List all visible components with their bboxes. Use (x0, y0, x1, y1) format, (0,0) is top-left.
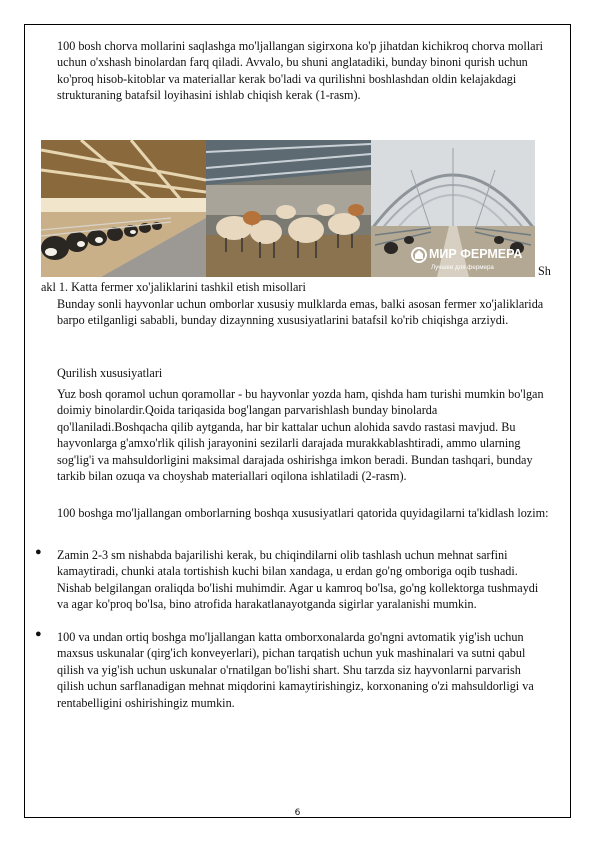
features-paragraph: Yuz bosh qoramol uchun qoramollar - bu hayvonlar yozda ham, qishda ham turishi mumkin bo'lgan doimiy binolardir.Qoida tariqasida bog'langan parvarishlash bunday binolarda qo'llaniladi.Boshqacha qilib aytganda, har bir kattalar uchun alohida savdo rastasi mavjud. Bu hayvonlarga g'amxo'rlik qilish jarayonini sezilarli darajada murakkablashtiradi, ammo ularning sog'lig'i va mahsuldorligini maksimal darajada oshirishga imkon beradi. Bundan tashqari, bunday tarkib bilan ozuqa va choyshab materiallari oqilona ishlatiladi (2-rasm). (57, 387, 544, 484)
bullet-dot: ● (35, 628, 42, 640)
figure-caption: akl 1. Katta fermer xo'jaliklarini tashkil etish misollari (41, 280, 306, 294)
list-item: Zamin 2-3 sm nishabda bajarilishi kerak, bu chiqindilarni olib tashlash uchun mehnat sarfini kamaytiradi, chunki atala tortishish kuchi bilan xandaga, u erdan go'ng omboriga oqib tushadi. Nishab belgilangan oraliqda bo'lishi muhimdir. Agar u kamroq bo'lsa, go'ng kollektorga tushmaydi va agar ko'proq bo'lsa, bino atrofida harakatlanayotganda sigirlar yaralanishi mumkin. (57, 548, 539, 612)
after-figure-paragraph: Bunday sonli hayvonlar uchun omborlar xususiy mulklarda emas, balki asosan fermer xo'jaliklarida barpo etilganligi sababli, bunday dizaynning xususiyatlarini batafsil ko'rib chiqishga arziydi. (57, 297, 544, 328)
barn-photo-tie-stalls (41, 140, 206, 277)
section-heading: Qurilish xususiyatlari (57, 366, 163, 380)
page-number: 6 (294, 808, 301, 818)
bullet-dot: ● (35, 546, 42, 558)
barn-photo-cattle-pen (206, 140, 371, 277)
svg-text:Лучшее для фермера: Лучшее для фермера (431, 264, 494, 271)
list-item: 100 va undan ortiq boshga mo'ljallangan katta omborxonalarda go'ngni avtomatik yig'ish uchun maxsus uskunalar (qirg'ich konveyerlari), pichan tarqatish uchun yuk mashinalari va sutni qabul qilish va yig'ish uchun uskunalar o'rnatilgan bo'lishi shart. Shu tarzda siz hayvonlarni parvarish qilish uchun sarflanadigan mehnat miqdorini kamaytirishingiz, korxonaning o'zi mahsuldorligi va rentabelligini oshirishingiz mumkin. (57, 630, 534, 710)
figure-photos (41, 140, 535, 277)
figure-caption-prefix: Sh (538, 264, 551, 278)
svg-text:МИР ФЕРМЕРА: МИР ФЕРМЕРА (429, 247, 523, 261)
intro-paragraph: 100 bosh chorva mollarini saqlashga mo'ljallangan sigirxona ko'p jihatdan kichikroq chorva mollari uchun o'xshash binolardan farq qiladi. Avvalo, bu shuni anglatadiki, bunday binoni qurish uchun ko'proq hisob-kitoblar va materiallar kerak bo'ladi va qurilishni boshlashdan oldin kelajakdagi strukturaning batafsil loyihasini ishlab chiqish kerak (1-rasm). (57, 39, 544, 103)
barn-photo-arched-hangar (371, 140, 535, 277)
list-intro-paragraph: 100 boshga mo'ljallangan omborlarning boshqa xususiyatlari qatorida quyidagilarni ta'kidlash lozim: (57, 506, 549, 520)
